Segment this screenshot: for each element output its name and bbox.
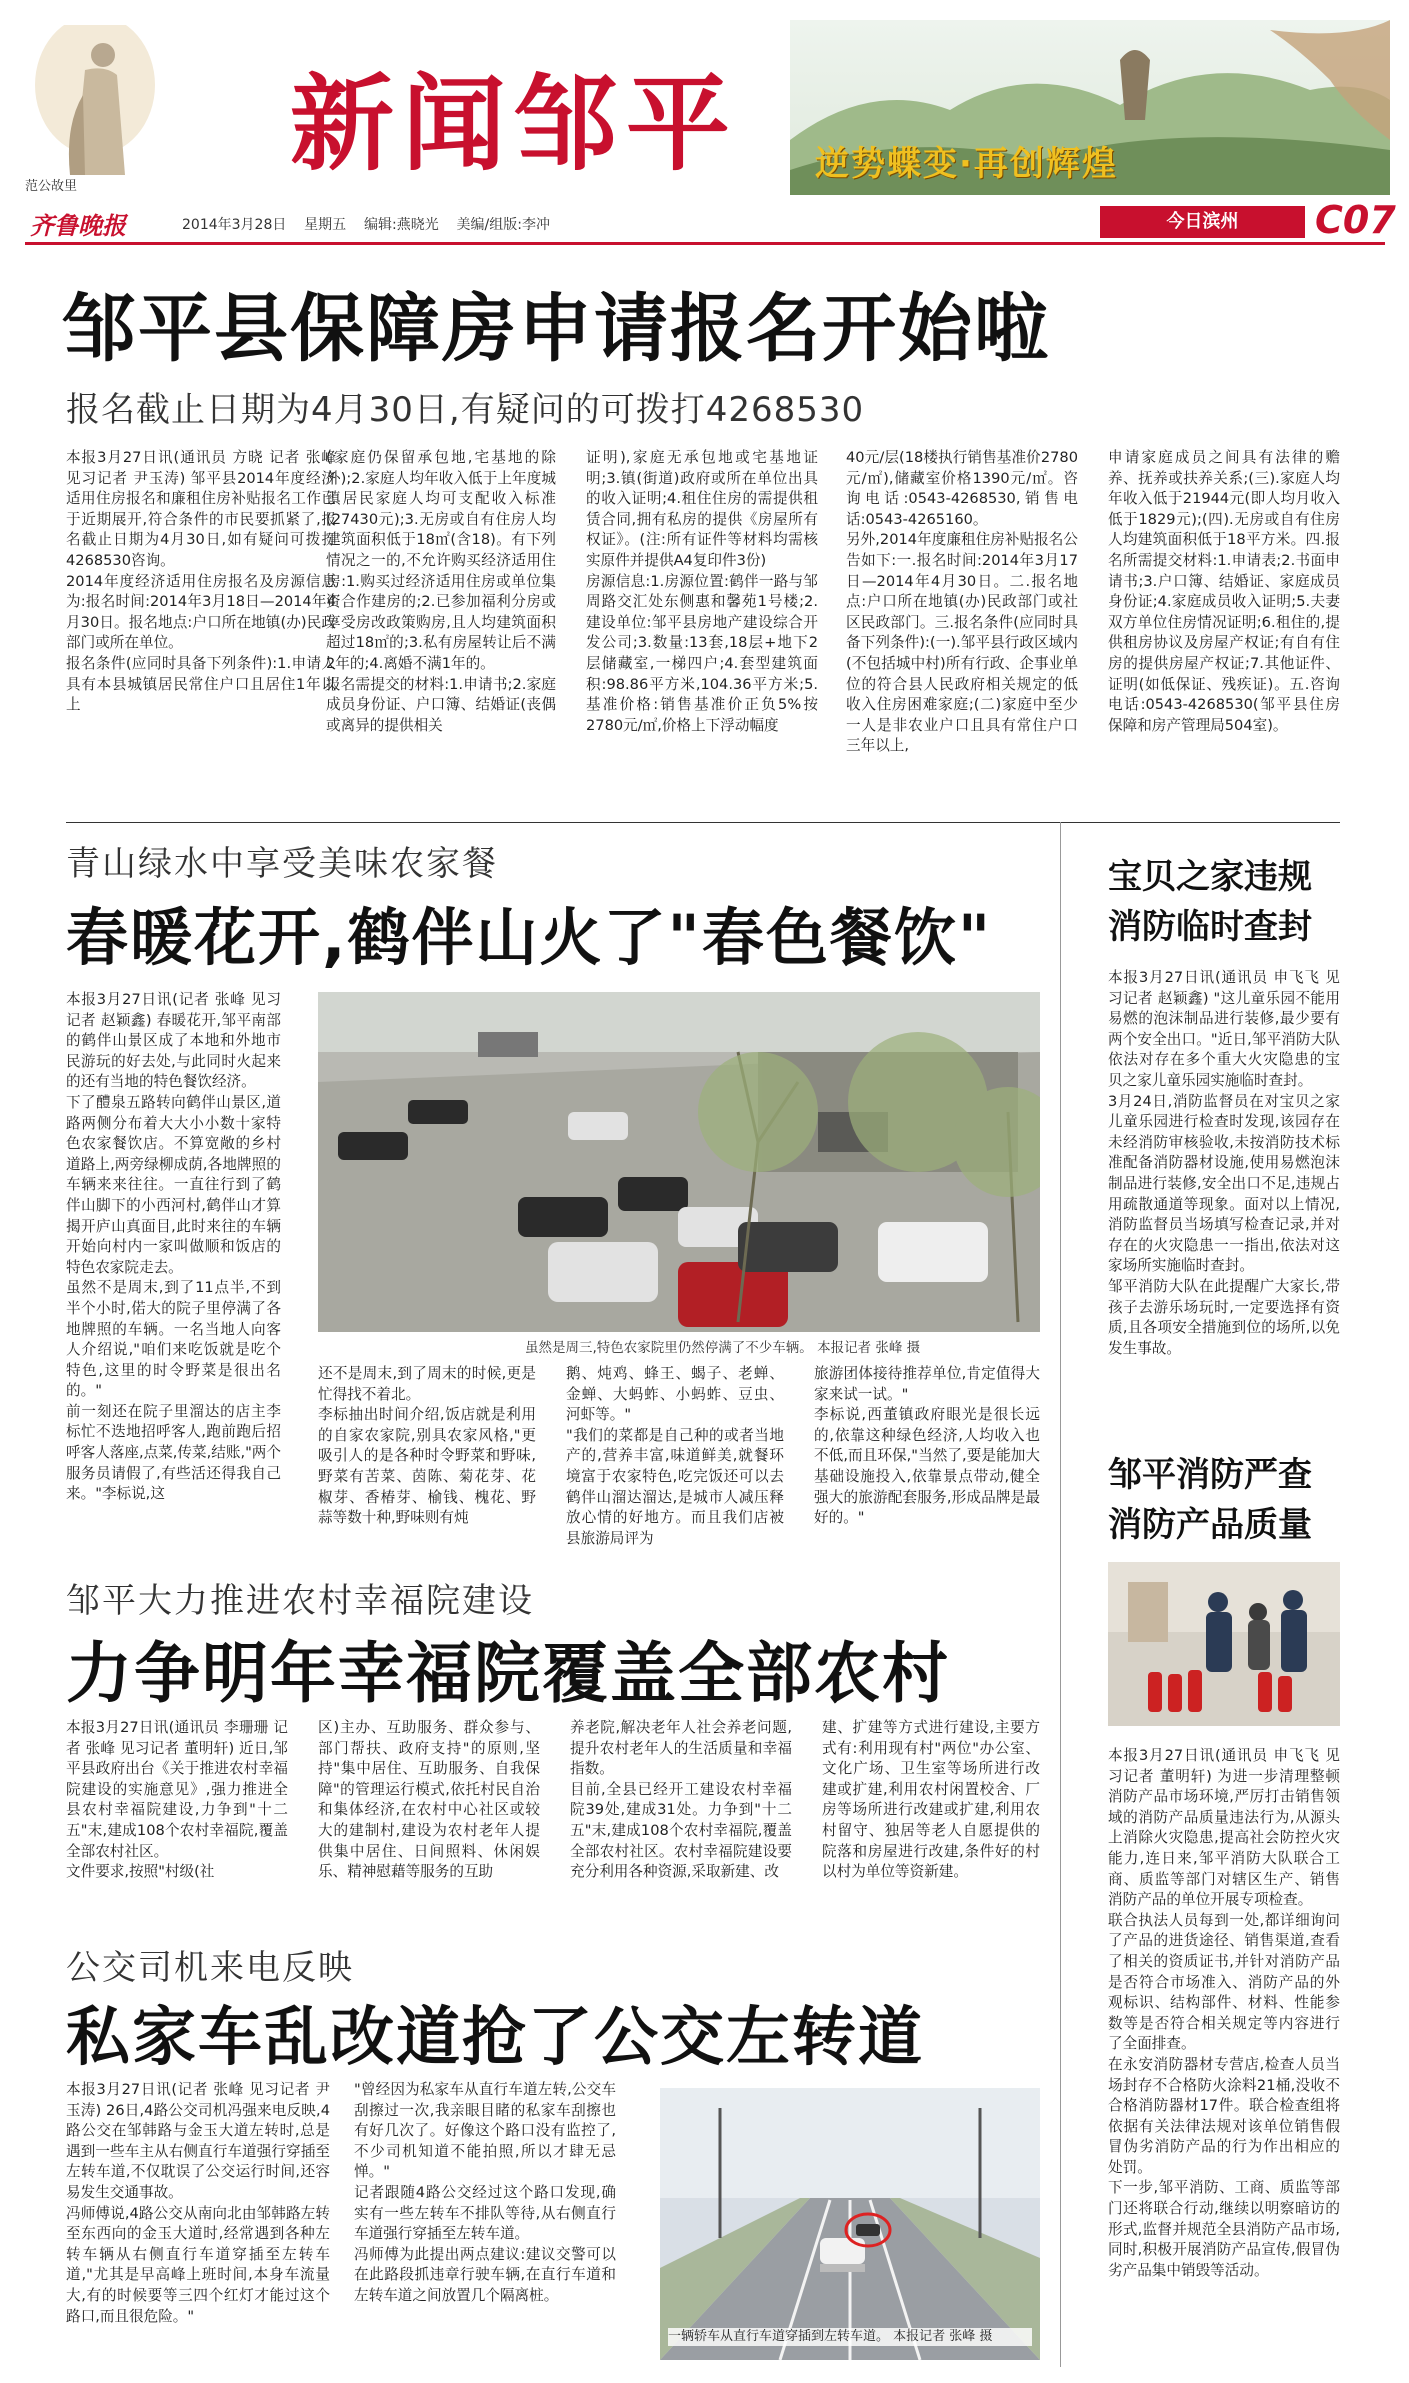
issue-info: [182, 214, 550, 234]
sidebar2-body: 本报3月27日讯(通讯员 申飞飞 见习记者 董明轩) 为进一步清理整顿消防产品市场环境,严厉打击销售领域的消防产品质量违法行为,从源头上消除火灾隐患,提高社会防控火灾能力,连日来,邹平消防大队联合工商、质监等部门对辖区生产、销售消防产品的单位开展专项检查。 联合执法人员每到一处,都详细询问了产品的进货途径、销售渠道,查看了相关的资质证书,并针对消防产品是否符合市场准入、消防产品的外观标识、结构部件、材料、性能参数等是否符合相关规定等内容进行了全面排查。 在永安消防器材专营店,检查人员当场封存不合格防火涂料21桶,没收不合格消防器材17件。联合检查组将依据有关法律法规对该单位销售假冒伪劣消防产品的行为作出相应的处罚。 下一步,邹平消防、工商、质监等部门还将联合行动,继续以明察暗访的形式,监督并规范全县消防产品市场,同时,积极开展消防产品宣传,假冒伪劣产品集中销毁等活动。: [1108, 1747, 1340, 2279]
story1-column-2: (家庭仍保留承包地,宅基地的除外);2.家庭人均年收入低于上年度城镇居民家庭人均可支配收入标准(27430元);3.无房或自有住房人均建筑面积低于18㎡(含18)。有下列情况之一的,不允许购买经济适用住房:1.购买过经济适用住房或单位集资合作建房的;2.已参加福利分房或享受房改政策购房,且人均建筑面积超过18㎡的;3.私有房屋转让后不满2年的;4.离婚不满1年的。 报名需提交的材料:1.申请书;2.家庭成员身份证、户口簿、结婚证(丧偶或离异的提供相关: [326, 449, 556, 734]
story3-column-4: 建、扩建等方式进行建设,主要方式有:利用现有村"两位"办公室、文化广场、卫生室等场所进行改建或扩建,利用农村闲置校舍、厂房等场所进行改建或扩建,利用农村留守、独居等老人自愿提供的院落和房屋进行改建,条件好的村以村为单位等资新建。: [822, 1719, 1040, 1881]
story1-column-4: 40元/层(18楼执行销售基准价2780元/㎡),储藏室价格1390元/㎡。咨询电话:0543-4268530,销售电话:0543-4265160。 另外,2014年度廉租住房补贴报名公告如下:一.报名时间:2014年3月17日—2014年4月30日。二.报名地点:户口所在地镇(办)民政部门或社区民政部门。三.报名条件(应同时具备下列条件):(一).邹平县行政区域内(不包括城中村)所有行政、企事业单位的符合县人民政府相关规定的低收入住房困难家庭;(二)家庭中至少一人是非农业户口且具有常住户口三年以上,: [846, 449, 1078, 755]
story2-column-2: 还不是周末,到了周末的时候,更是忙得找不着北。 李标抽出时间介绍,饭店就是利用的自家农家院,别具农家风格,"更吸引人的是各种时令野菜和野味,野菜有苦菜、茵陈、菊花芽、花椒芽、香椿芽、榆钱、槐花、野蒜等数十种,野味则有炖: [318, 1365, 536, 1527]
statue-image: [25, 25, 165, 185]
slogan: 逆势蝶变·再创辉煌: [815, 144, 1118, 184]
story4-title: 私家车乱改道抢了公交左转道: [66, 2001, 924, 2075]
story3-column-2: 区)主办、互助服务、群众参与、部门帮扶、政府支持"的原则,坚持"集中居住、互助服务、自我保障"的管理运行模式,依托村民自治和集体经济,在农村中心社区或较大的建制村,建设为农村老年人提供集中居住、日间照料、休闲娱乐、精神慰藉等服务的互助: [318, 1719, 540, 1881]
story2-column-4: 旅游团体接待推荐单位,肯定值得大家来试一试。" 李标说,西董镇政府眼光是很长远的,依靠这种绿色经济,人均收入也不低,而且环保,"当然了,要是能加大基础设施投入,依靠景点带动,健全强大的旅游配套服务,形成品牌是最好的。": [814, 1365, 1040, 1527]
story1-column-3: 证明),家庭无承包地或宅基地证明;3.镇(街道)政府或所在单位出具的收入证明;4.租住住房的需提供租赁合同,拥有私房的提供《房屋所有权证》。(注:所有证件等材料均需核实原件并提供A4复印件3份) 房源信息:1.房源位置:鹤伴一路与邹周路交汇处东侧惠和馨苑1号楼;2.建设单位:邹平县房地产建设综合开发公司;3.数量:13套,18层+地下2层储藏室,一梯四户;4.套型建筑面积:98.86平方米,104.36平方米;5.基准价格:销售基准价正负5%按2780元/㎡,价格上下浮动幅度: [586, 449, 818, 734]
paper-logo: 齐鲁晚报: [30, 211, 126, 240]
sidebar1-title-line2: 消防临时查封: [1108, 907, 1312, 947]
story3-column-1: 本报3月27日讯(通讯员 李珊珊 记者 张峰 见习记者 董明轩) 近日,邹平县政府出台《关于推进农村幸福院建设的实施意见》,强力推进全县农村幸福院建设,力争到"十二五"末,建成108个农村幸福院,覆盖全部农村社区。 文件要求,按照"村级(社: [66, 1719, 288, 1881]
story4-column-2: "曾经因为私家车从直行车道左转,公交车刮擦过一次,我亲眼目睹的私家车刮擦也有好几次了。好像这个路口没有监控了,不少司机知道不能拍照,所以才肆无忌惮。" 记者跟随4路公交经过这个路口发现,确实有一些左转车不排队等待,从右侧直行车道强行穿插至左转车道。 冯师傅为此提出两点建议:建议交警可以在此路段抓违章行驶车辆,在直行车道和左转车道之间放置几个隔离桩。: [354, 2081, 616, 2304]
sidebar2-title-line1: 邹平消防严查: [1108, 1455, 1312, 1495]
statue-caption: 范公故里: [25, 179, 78, 194]
issue-date: 2014年3月28日: [182, 217, 287, 233]
story1-title: 邹平县保障房申请报名开始啦: [62, 286, 1050, 372]
story1-column-5: 申请家庭成员之间具有法律的赡养、抚养或扶养关系;(三).家庭人均年收入低于21944元(即人均月收入低于1829元);(四).无房或自有住房人均建筑面积低于18平方米。四.报名所需提交材料:1.申请表;2.书面申请书;3.户口簿、结婚证、家庭成员身份证;4.家庭成员收入证明;5.夫妻双方单位住房情况证明;6.租住的,提供租房协议及房屋产权证;有自有住房的提供房屋产权证;7.其他证件、证明(如低保证、残疾证)。五.咨询电话:0543-4268530(邹平县住房保障和房产管理局504室)。: [1108, 449, 1340, 734]
masthead-title: 新闻邹平: [290, 62, 739, 185]
story2-title: 春暖花开,鹤伴山火了"春色餐饮": [66, 901, 993, 974]
masthead-divider: [25, 242, 1385, 245]
story1-divider: [66, 822, 1340, 823]
story2-column-1: 本报3月27日讯(记者 张峰 见习记者 赵颖鑫) 春暖花开,邹平南部的鹤伴山景区成了本地和外地市民游玩的好去处,与此同时火起来的还有当地的特色餐饮经济。 下了醴泉五路转向鹤伴山景区,道路两侧分布着大大小小数十家特色农家餐饮店。不算宽敞的乡村道路上,两旁绿柳成荫,各地牌照的车辆来来往往。一直往行到了鹤伴山脚下的小西河村,鹤伴山才算揭开庐山真面目,此时来往的车辆开始向村内一家叫做顺和饭店的特色农家院走去。 虽然不是周末,到了11点半,不到半个小时,偌大的院子里停满了各地牌照的车辆。一名当地人向客人介绍说,"咱们来吃饭就是吃个特色,这里的时令野菜是很出名的。" 前一刻还在院子里溜达的店主李标忙不迭地招呼客人,跑前跑后招呼客人落座,点菜,传菜,结账,"两个服务员请假了,有些活还得我自己来。"李标说,这: [66, 991, 281, 1503]
story2-photo-caption: 虽然是周三,特色农家院里仍然停满了不少车辆。 本报记者 张峰 摄: [525, 1340, 921, 1356]
story1-column-1: 本报3月27日讯(通讯员 方晓 记者 张峰 见习记者 尹玉涛) 邹平县2014年度经济适用住房报名和廉租住房补贴报名工作已于近期展开,符合条件的市民要抓紧了,报名截止日期为4月30日,如有疑问可拨打4268530咨询。 2014年度经济适用住房报名及房源信息为:报名时间:2014年3月18日—2014年4月30日。报名地点:户口所在地镇(办)民政部门或所在单位。 报名条件(应同时具备下列条件):1.申请人具有本县城镇居民常住户口且居住1年以上: [66, 449, 336, 714]
page-number: C07: [1315, 198, 1396, 242]
sidebar1-title-line1: 宝贝之家违规: [1108, 857, 1312, 897]
story3-kicker: 邹平大力推进农村幸福院建设: [66, 1581, 534, 1621]
story2-photo: [318, 992, 1040, 1332]
story4-column-1: 本报3月27日讯(记者 张峰 见习记者 尹玉涛) 26日,4路公交司机冯强来电反映,4路公交在邹韩路与金玉大道左转时,总是遇到一些车主从右侧直行车道强行穿插至左转车道,不仅耽误了公交运行时间,还容易发生交通事故。 冯师傅说,4路公交从南向北由邹韩路左转至东西向的金玉大道时,经常遇到各种左转车辆从右侧直行车道穿插至左转车道,"尤其是早高峰上班时间,本身车流量大,有的时候要等三四个红灯才能过这个路口,而且很危险。": [66, 2081, 330, 2325]
story1-subtitle: 报名截止日期为4月30日,有疑问的可拨打4268530: [66, 390, 865, 430]
story3-title: 力争明年幸福院覆盖全部农村: [66, 1635, 950, 1712]
story3-column-3: 养老院,解决老年人社会养老问题,提升农村老年人的生活质量和幸福指数。 目前,全县已经开工建设农村幸福院39处,建成31处。力争到"十二五"末,建成108个农村幸福院,覆盖全部农村社区。农村幸福院建设要充分利用各种资源,采取新建、改: [570, 1719, 792, 1881]
section-tag: 今日滨州: [1100, 206, 1305, 238]
story2-kicker: 青山绿水中享受美味农家餐: [66, 844, 498, 884]
issue-designer: 美编/组版:李冲: [456, 217, 550, 233]
story2-column-3: 鹅、炖鸡、蜂王、蝎子、老蝉、金蝉、大蚂蚱、小蚂蚱、豆虫、河虾等。" "我们的菜都是自己种的或者当地产的,营养丰富,味道鲜美,就餐环境富于农家特色,吃完饭还可以去鹤伴山溜达溜达,是城市人减压释放心情的好地方。而且我们店被县旅游局评为: [566, 1365, 784, 1547]
sidebar2-title-line2: 消防产品质量: [1108, 1505, 1312, 1545]
issue-weekday: 星期五: [304, 217, 347, 233]
story4-photo: [660, 2088, 1040, 2360]
issue-editor: 编辑:燕晓光: [363, 217, 439, 233]
sidebar1-body: 本报3月27日讯(通讯员 申飞飞 见习记者 赵颖鑫) "这儿童乐园不能用易燃的泡沫制品进行装修,最少要有两个安全出口。"近日,邹平消防大队依法对存在多个重大火灾隐患的宝贝之家儿童乐园实施临时查封。 3月24日,消防监督员在对宝贝之家儿童乐园进行检查时发现,该园存在未经消防审核验收,未按消防技术标准配备消防器材设施,使用易燃泡沫制品进行装修,安全出口不足,违规占用疏散通道等现象。面对以上情况,消防监督员当场填写检查记录,并对存在的火灾隐患一一指出,依法对这家场所实施临时查封。 邹平消防大队在此提醒广大家长,带孩子去游乐场玩时,一定要选择有资质,且各项安全措施到位的场所,以免发生事故。: [1108, 969, 1340, 1357]
story4-kicker: 公交司机来电反映: [66, 1948, 354, 1988]
sidebar-divider: [1060, 822, 1061, 2367]
sidebar2-photo: [1108, 1562, 1340, 1726]
masthead: [0, 0, 1409, 250]
story4-photo-caption: 一辆轿车从直行车道穿插到左转车道。 本报记者 张峰 摄: [668, 2328, 1032, 2346]
